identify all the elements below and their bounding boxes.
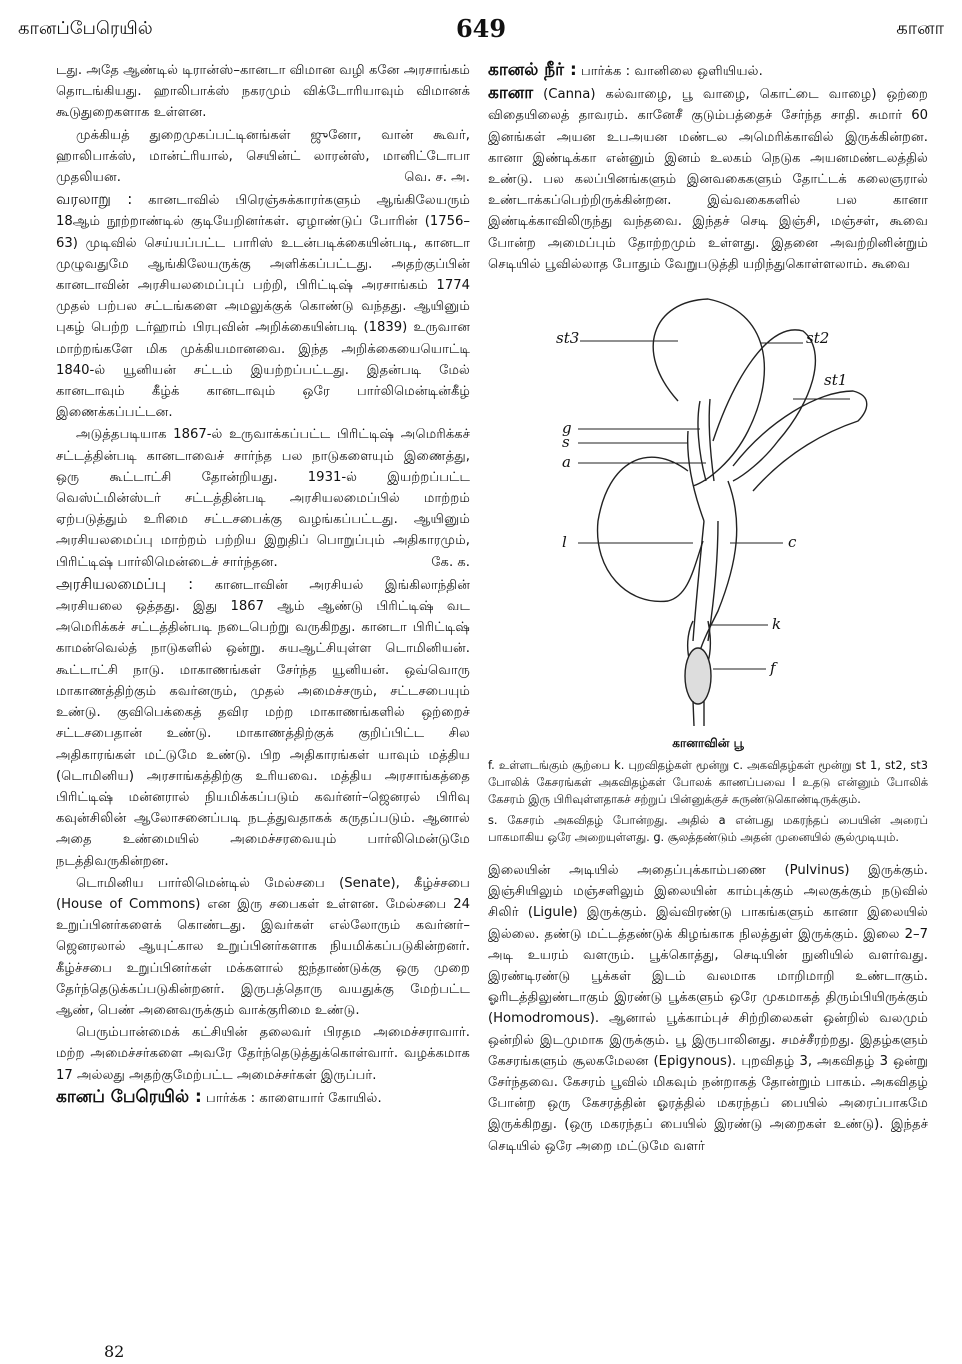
kanal-entry xyxy=(488,60,928,82)
author-sign: வெ. ச. அ. xyxy=(404,170,470,186)
kana-text: (Canna) கல்வாழை, பூ வாழை, கொட்டை வாழை) ஒற்றை விதையிலைத் தாவரம். கானேசீ குடும்பத்தைச் சேர்ந்த சாதி. சுமார் 60 இனங்கள் அயன உபஅயன மண்டல அமெரிக்காவில் இருக்கின்றன. கானா இண்டிக்கா என்னும் இனம் உலகம் நெடுக அயனமண்டலத்தில் உண்டு. பல கலப்பினங்களும் இனவகைகளும் தோட்டக் கலைஞரால் உண்டாக்கப்பெற்றிருக்கின்றன. இவ்வகைகளில் பல கானா இண்டிக்காவிலிருந்து வந்தவை. இந்தச் செடி இஞ்சி, மஞ்சள், கூவை போன்ற அமைப்பும் தோற்றமும் உள்ளது. இதனை அவற்றினின்றும் செடியில் பூவில்லாத போதும் வேறுபடுத்தி யறிந்துகொள்ளலாம். கூவை xyxy=(488,87,928,272)
history-section xyxy=(56,189,470,423)
label-s: s xyxy=(562,433,570,452)
canna-flower-drawing xyxy=(528,281,888,731)
constitution-para-2: டொமினிய பார்லிமென்டில் மேல்சபை (Senate), கீழ்ச்சபை (House of Commons) என இரு சபைகள் உள்ளன. மேல்சபை 24 உறுப்பினர்களைக் கொண்டது. இவர்கள் எல்லோரும் கவர்னர்–ஜெனரலால் ஆயுட்கால உறுப்பினர்களாக நியமிக்கப்படுகின்றனர். கீழ்ச்சபை உறுப்பினர்கள் மக்களால் ஐந்தாண்டுக்கு ஒரு முறை தேர்ந்தெடுக்கப்படுகின்றனர். இருபத்தொரு வயதுக்கு மேற்பட்ட ஆண், பெண் அனைவருக்கும் வாக்குரிமை உண்டு. xyxy=(56,875,470,1018)
label-st1: st1 xyxy=(824,371,848,390)
label-a: a xyxy=(562,453,571,472)
label-c: c xyxy=(788,533,797,552)
header-left-title: கானப்பேரெயில் xyxy=(18,18,153,39)
running-header xyxy=(18,14,944,48)
petal-st2-outline xyxy=(713,330,815,481)
kana-heading: கானா xyxy=(488,83,534,104)
right-column xyxy=(488,60,928,1158)
history-heading: வரலாறு : xyxy=(56,190,133,209)
header-right-title: கானா xyxy=(896,18,944,39)
page-number: 649 xyxy=(455,14,507,43)
petal-st3-outline xyxy=(653,299,764,486)
stamen-s-outline xyxy=(688,431,704,521)
petal-l-outline xyxy=(598,457,703,601)
label-l: l xyxy=(562,533,567,552)
kanap-reference: பார்க்க : காளையார் கோயில். xyxy=(206,1090,382,1106)
petal-st1-outline xyxy=(733,391,867,491)
legend-line-1: f. உள்ளடங்கும் சூற்பை k. புறவிதழ்கள் மூன்று c. அகவிதழ்கள் மூன்று st 1, st2, st3 போலிக் கேசரங்கள் அகவிதழ்கள் போலக் காணப்பவை l உதடு என்னும் போலிக் கேசரம் இரு பிரிவுள்ளதாகச் சற்றுப் பின்னுக்குச் சுருண்டுகொண்டிருக்கும். xyxy=(488,758,928,807)
history-para-2 xyxy=(56,424,470,572)
figure-title: கானாவின் பூ xyxy=(672,736,744,751)
kana-para-2: இலையின் அடியில் அதைப்புக்காம்பணை (Pulvinus) இருக்கும். இஞ்சியிலும் மஞ்சளிலும் இலையின் காம்புக்கும் அலகுக்கும் நடுவில் சிலிர் (Ligule) இருக்கும். இவ்விரண்டு பாகங்களும் கானா இலையில் இல்லை. தண்டு மட்டத்தண்டுக் கிழங்காக நிலத்துள் இருக்கும். இலை 2–7 அடி உயரம் வளரும். பூக்கொத்து, செடியின் நுனியில் வளர்வது. இரண்டிரண்டு பூக்கள் இடம் வலமாக மாறிமாறி உண்டாகும். ஓரிடத்திலுண்டாகும் இரண்டு பூக்களும் ஒரே முகமாகத் திரும்பியிருக்கும் (Homodromous). ஆனால் பூக்காம்புச் சிற்றிலைகள் ஒன்றில் வலமும் ஒன்றில் இடமுமாக இருக்கும். பூ இருபாலினது. சமச்சீரற்றது. இதழ்களும் கேசரங்களும் சூலகமேலன (Epigynous). புறவிதழ் 3, அகவிதழ் 3 ஒன்று சேர்ந்தவை. கேசரம் பூவில் மிகவும் நன்றாகத் தோன்றும் பாகம். அகவிதழ் போன்ற ஒரு கேசரத்தின் ஓரத்தில் மகரந்தப் பையில் அரைப்பாகமே இருக்கிறது. (ஒரு மகரந்தப் பையில் இரண்டு அறைகள் உண்டு). இந்தச் செடியில் ஒரே அறை மட்டுமே வளர் xyxy=(488,863,928,1154)
style-g-outline xyxy=(698,399,714,481)
ovary-f-shape xyxy=(685,648,711,704)
kanal-heading: கானல் நீர் : xyxy=(488,60,577,80)
label-g: g xyxy=(562,419,572,438)
left-para-2 xyxy=(56,125,470,189)
kanap-heading: கானப் பேரெயில் : xyxy=(56,1086,202,1107)
left-column xyxy=(56,60,470,1110)
tube-outline xyxy=(693,521,718,641)
constitution-heading: அரசியலமைப்பு : xyxy=(56,574,194,593)
folio-number: 82 xyxy=(104,1342,125,1361)
left-para-1: டது. அதே ஆண்டில் டிரான்ஸ்–கானடா விமான வழி கனே அரசாங்கம் தொடங்கியது. ஹாலிபாக்ஸ் நகரமும் விக்டோரியாவும் விமானக் கூடுதுறைகளாக உள்ளன. xyxy=(56,63,470,121)
label-k: k xyxy=(772,615,782,634)
label-st3: st3 xyxy=(556,329,580,348)
figure-legend xyxy=(488,757,928,846)
legend-line-2: s. கேசரம் அகவிதழ் போன்றது. அதில் a என்பது மகரந்தப் பையின் அரைப் பாகமாகிய ஒரே அறையுள்ளது. g. சூலத்தண்டும் அதன் முனையில் சூல்முடியும். xyxy=(488,813,928,845)
author-sign: கே. க. xyxy=(431,554,470,570)
kana-entry xyxy=(488,83,928,275)
constitution-text: கானடாவின் அரசியல் இங்கிலாந்தின் அரசியலை ஒத்தது. இது 1867 ஆம் ஆண்டு பிரிட்டிஷ் வட அமெரிக்கச் சட்டத்தின்படி நடைபெற்று வருகிறது. கானடா பிரிட்டிஷ் காமன்வெல்த் நாடுகளில் ஒன்று. சுயஆட்சியுள்ள டொமினியன். கூட்டாட்சி நாடு. மாகாணங்கள் சேர்ந்த யூனியன். ஒவ்வொரு மாகாணத்திற்கும் கவர்னரும், முதல் அமைச்சரும், சட்டசபையும் உண்டு. குவிபெக்கைத் தவிர மற்ற மாகாணங்களில் ஒற்றைச் சட்டசபைதான் உண்டு. மாகாணத்திற்குக் குறிப்பிட்ட சில அதிகாரங்கள் மட்டுமே உண்டு. பிற அதிகாரங்கள் யாவும் மத்திய (டொமினிய) அரசாங்கத்திற்கு உரியவை. மத்திய அரசாங்கத்தை பிரிட்டிஷ் மன்னரால் நியமிக்கப்படும் கவர்னர்–ஜெனரல் பிரிவு கவுன்சிலின் ஆலோசனைப்படி நடத்துவதாகக் கருதப்படும். ஆனால் அதை உண்மையில் அமைச்சரவையும் பார்லிமென்டுமே நடத்திவருகின்றன. xyxy=(56,577,470,869)
canna-flower-figure xyxy=(488,281,928,749)
ports-text: முக்கியத் துறைமுகப்பட்டினங்கள் ஜுனோ, வான் கூவர், ஹாலிபாக்ஸ், மான்ட்ரியால், செயின்ட் லாரன்ஸ், மானிட்டோபா முதலியன. xyxy=(56,127,470,186)
constitution-section xyxy=(56,574,470,872)
label-f: f xyxy=(770,659,776,678)
stalk-outline xyxy=(693,701,704,726)
constitution-para-3: பெரும்பான்மைக் கட்சியின் தலைவர் பிரதம அமைச்சராவார். மற்ற அமைச்சர்களை அவரே தேர்ந்தெடுத்துக்கொள்வார். வழக்கமாக 17 அல்லது அதற்குமேற்பட்ட அமைச்சர்கள் இருப்பர். xyxy=(56,1025,470,1083)
kanap-entry xyxy=(56,1087,470,1109)
kanal-reference: பார்க்க : வானிலை ஒளியியல். xyxy=(580,64,763,79)
history-text-2: அடுத்தபடியாக 1867-ல் உருவாக்கப்பட்ட பிரிட்டிஷ் அமெரிக்கச் சட்டத்தின்படி கானடாவைச் சார்ந்த பல நாடுகளையும் இணைத்து, ஒரு கூட்டாட்சி தோன்றியது. 1931-ல் இயற்றப்பட்ட வெஸ்ட்மின்ஸ்டர் சட்டத்தின்படி அரசியலமைப்பில் மாற்றம் ஏற்படுத்தும் உரிமை சட்டசபைக்கு வழங்கப்பட்டது. ஆயினும் அரசியலமைப்பு மாற்றம் பற்றிய இறுதிப் பொறுப்பும் அதிகாரமும், பிரிட்டிஷ் பார்லிமென்டைச் சார்ந்தன. xyxy=(56,427,470,570)
label-st2: st2 xyxy=(806,329,830,348)
history-text: கானடாவில் பிரெஞ்சுக்காரர்களும் ஆங்கிலேயரும் 18ஆம் நூற்றாண்டில் குடியேறினர்கள். ஏழாண்டுப் போரின் (1756–63) முடிவில் செய்யப்பட்ட பாரிஸ் உடன்படிக்கையின்படி, கானடா முழுவதுமே ஆங்கிலேயருக்கு அளிக்கப்பட்டது. அதற்குப்பின் கானடாவின் அரசியலமைப்புப் பற்றி, பிரிட்டிஷ் அரசாங்கம் 1774 முதல் பற்பல சட்டங்களை அமலுக்குக் கொண்டு வந்தது. ஆயினும் புகழ் பெற்ற டர்ஹாம் பிரபுவின் அறிக்கையின்படி (1839) உருவான மாற்றங்களே மிக முக்கியமானவை. இந்த அறிக்கையையொட்டி 1840-ல் யூனியன் சட்டம் இயற்றப்பட்டது. இதன்படி மேல் கானடாவும் கீழ்க் கானடாவும் ஒரே பார்லிமென்டின்கீழ் இணைக்கப்பட்டன. xyxy=(56,193,470,421)
